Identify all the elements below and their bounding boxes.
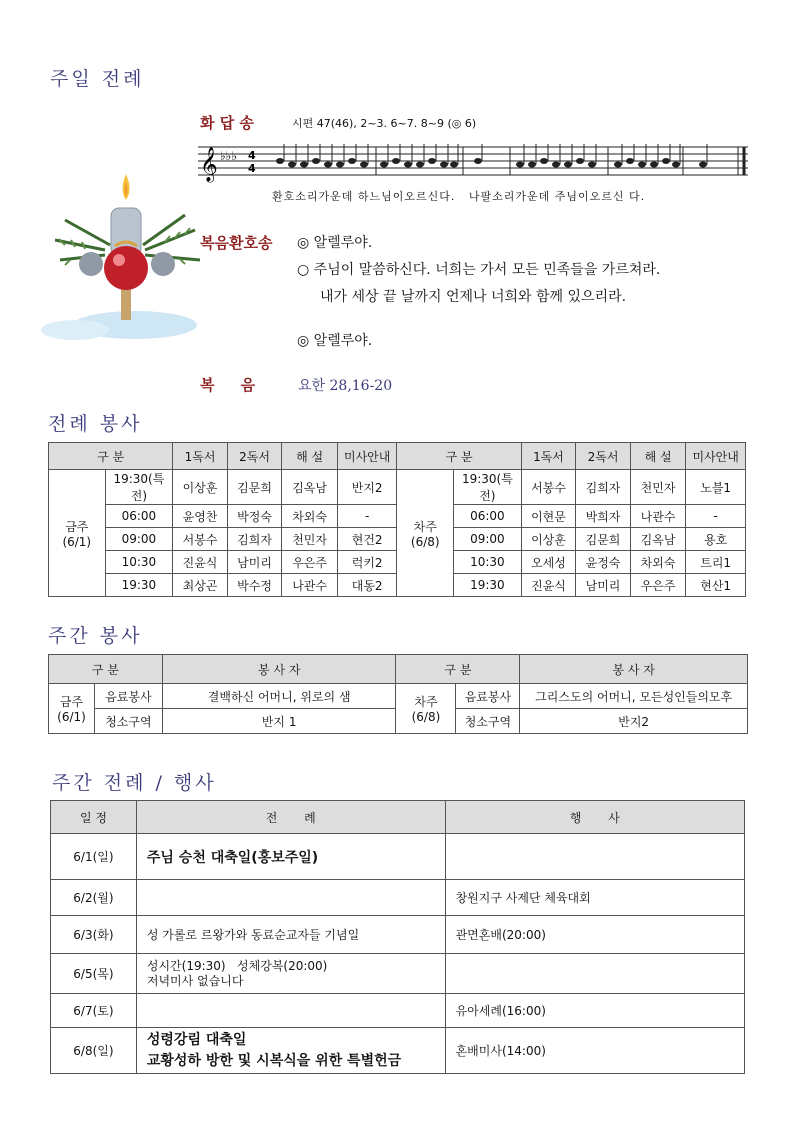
schedule-liturgy: 주님 승천 대축일(홍보주일) xyxy=(136,834,445,880)
weekly-header-row xyxy=(49,655,748,684)
svg-text:𝄞: 𝄞 xyxy=(200,147,218,182)
schedule-date: 6/2(월) xyxy=(51,880,137,916)
acclamation-line3: 내가 세상 끝 날까지 언제나 너희와 함께 있으리라. xyxy=(320,289,627,305)
table-cell: 김희자 xyxy=(227,528,282,551)
note-head xyxy=(662,158,670,164)
table-cell: 윤정숙 xyxy=(576,551,631,574)
table-cell: 서봉수 xyxy=(173,528,228,551)
header-cell: 해 설 xyxy=(282,443,338,470)
header-cell: 해 설 xyxy=(630,443,686,470)
note-head xyxy=(450,162,458,168)
table-cell: 차외숙 xyxy=(630,551,686,574)
table-cell: 이현문 xyxy=(521,505,576,528)
schedule-liturgy: 성령강림 대축일 교황성하 방한 및 시복식을 위한 특별헌금 xyxy=(136,1028,445,1074)
schedule-event: 혼배미사(14:00) xyxy=(445,1028,744,1074)
week-label: 금주 (6/1) xyxy=(49,684,95,734)
note-head xyxy=(650,162,658,168)
acclamation-line2: ○ 주님이 말씀하신다. 너희는 가서 모든 민족들을 가르쳐라. xyxy=(297,262,661,278)
note-head xyxy=(348,158,356,164)
table-cell: 박정숙 xyxy=(227,505,282,528)
table-cell: 그리스도의 어머니, 모든성인들의모후 xyxy=(520,684,748,709)
table-cell: 우은주 xyxy=(630,574,686,597)
svg-text:4: 4 xyxy=(248,149,256,162)
header-cell: 봉 사 자 xyxy=(162,655,396,684)
table-cell: 반지2 xyxy=(520,709,748,734)
schedule-title: 주간 전례 / 행사 xyxy=(52,772,217,794)
note-head xyxy=(336,162,344,168)
note-head xyxy=(614,162,622,168)
header-cell: 행 사 xyxy=(445,801,744,834)
table-cell: 음료봉사 xyxy=(456,684,520,709)
table-row xyxy=(51,1028,745,1074)
page-title: 주일 전례 xyxy=(50,68,145,90)
header-cell: 일 정 xyxy=(51,801,137,834)
header-cell: 2독서 xyxy=(227,443,282,470)
schedule-event: 유아세례(16:00) xyxy=(445,994,744,1028)
gospel-label: 복 음 xyxy=(200,376,256,394)
schedule-liturgy: 성시간(19:30) 성체강복(20:00) 저녁미사 없습니다 xyxy=(136,954,445,994)
note-head xyxy=(540,158,548,164)
gospel-reference: 요한 28,16-20 xyxy=(298,378,393,394)
schedule-header-row xyxy=(51,801,745,834)
note-head xyxy=(588,162,596,168)
table-cell: 진윤식 xyxy=(173,551,228,574)
header-cell: 1독서 xyxy=(521,443,576,470)
header-cell: 1독서 xyxy=(173,443,228,470)
header-cell: 미사안내 xyxy=(337,443,397,470)
header-cell: 구 분 xyxy=(49,443,173,470)
note-head xyxy=(324,162,332,168)
note-head xyxy=(672,162,680,168)
note-head xyxy=(699,162,707,168)
note-head xyxy=(552,162,560,168)
table-cell: 현산1 xyxy=(686,574,746,597)
note-head xyxy=(416,162,424,168)
table-cell: 이상훈 xyxy=(521,528,576,551)
table-cell: 19:30 xyxy=(105,574,173,597)
note-head xyxy=(360,162,368,168)
music-staff xyxy=(198,142,750,184)
table-cell: - xyxy=(337,505,397,528)
liturgy-service-title: 전례 봉사 xyxy=(48,413,143,435)
psalm-lyrics: 환호소리가운데 하느님이오르신다. 나팔소리가운데 주님이오르신 다. xyxy=(272,190,646,203)
schedule-event xyxy=(445,834,744,880)
table-row xyxy=(51,834,745,880)
schedule-event xyxy=(445,954,744,994)
table-cell: 09:00 xyxy=(454,528,522,551)
liturgy-service-table xyxy=(48,442,746,597)
table-cell: 우은주 xyxy=(282,551,338,574)
table-cell: 남미리 xyxy=(576,574,631,597)
week-label: 금주 (6/1) xyxy=(49,470,106,597)
table-cell: 결백하신 어머니, 위로의 샘 xyxy=(162,684,396,709)
header-cell: 2독서 xyxy=(576,443,631,470)
psalm-label: 화 답 송 xyxy=(200,114,254,132)
acclamation-line4: ◎ 알렐루야. xyxy=(297,333,373,349)
header-cell: 봉 사 자 xyxy=(520,655,748,684)
weekly-service-table xyxy=(48,654,748,734)
table-row xyxy=(51,954,745,994)
weekly-service-title: 주간 봉사 xyxy=(48,625,143,647)
table-cell: 반지 1 xyxy=(162,709,396,734)
table-row xyxy=(51,916,745,954)
note-head xyxy=(404,162,412,168)
note-head xyxy=(626,158,634,164)
note-head xyxy=(564,162,572,168)
table-cell: 천민자 xyxy=(630,470,686,505)
liturgy-header-row xyxy=(49,443,746,470)
note-head xyxy=(380,162,388,168)
candle-decoration xyxy=(35,160,205,350)
table-cell: 19:30 xyxy=(454,574,522,597)
schedule-date: 6/7(토) xyxy=(51,994,137,1028)
table-cell: 10:30 xyxy=(105,551,173,574)
table-cell: 나관수 xyxy=(282,574,338,597)
schedule-event: 창원지구 사제단 체육대회 xyxy=(445,880,744,916)
header-cell: 구 분 xyxy=(396,655,520,684)
table-cell: 박희자 xyxy=(576,505,631,528)
table-cell: 09:00 xyxy=(105,528,173,551)
header-cell: 전 례 xyxy=(136,801,445,834)
table-cell: 06:00 xyxy=(105,505,173,528)
schedule-table xyxy=(50,800,745,1074)
note-head xyxy=(428,158,436,164)
table-cell: 천민자 xyxy=(282,528,338,551)
table-row xyxy=(51,880,745,916)
table-cell: 김희자 xyxy=(576,470,631,505)
table-cell: 현건2 xyxy=(337,528,397,551)
schedule-event: 관면혼배(20:00) xyxy=(445,916,744,954)
schedule-liturgy xyxy=(136,880,445,916)
table-cell: 이상훈 xyxy=(173,470,228,505)
table-cell: 김문희 xyxy=(227,470,282,505)
table-cell: 용호 xyxy=(686,528,746,551)
table-cell: 청소구역 xyxy=(94,709,162,734)
schedule-date: 6/3(화) xyxy=(51,916,137,954)
table-cell: 윤영찬 xyxy=(173,505,228,528)
table-cell: 오세성 xyxy=(521,551,576,574)
table-cell: 청소구역 xyxy=(456,709,520,734)
schedule-liturgy: 성 가롤로 르왕가와 동료순교자들 기념일 xyxy=(136,916,445,954)
note-head xyxy=(638,162,646,168)
table-cell: 박수정 xyxy=(227,574,282,597)
table-cell: 나관수 xyxy=(630,505,686,528)
table-cell: 반지2 xyxy=(337,470,397,505)
table-cell: 차외숙 xyxy=(282,505,338,528)
table-cell: 대동2 xyxy=(337,574,397,597)
table-cell: 19:30(특전) xyxy=(105,470,173,505)
week-label: 차주 (6/8) xyxy=(397,470,454,597)
table-cell: 19:30(특전) xyxy=(454,470,522,505)
table-cell: 음료봉사 xyxy=(94,684,162,709)
table-cell: 최상곤 xyxy=(173,574,228,597)
table-cell: 럭키2 xyxy=(337,551,397,574)
header-cell: 구 분 xyxy=(49,655,163,684)
table-cell: 서봉수 xyxy=(521,470,576,505)
note-head xyxy=(474,158,482,164)
table-cell: 10:30 xyxy=(454,551,522,574)
table-cell: 김문희 xyxy=(576,528,631,551)
note-head xyxy=(528,162,536,168)
table-cell: 남미리 xyxy=(227,551,282,574)
acclamation-line1: ◎ 알렐루야. xyxy=(297,235,373,251)
acclamation-label: 복음환호송 xyxy=(200,234,273,252)
svg-text:4: 4 xyxy=(248,162,256,175)
note-head xyxy=(276,158,284,164)
note-head xyxy=(300,162,308,168)
note-head xyxy=(392,158,400,164)
note-head xyxy=(288,162,296,168)
note-head xyxy=(576,158,584,164)
table-cell: 트리1 xyxy=(686,551,746,574)
table-row xyxy=(49,470,746,505)
table-cell: 노블1 xyxy=(686,470,746,505)
week-label: 차주 (6/8) xyxy=(396,684,456,734)
table-cell: 김옥남 xyxy=(282,470,338,505)
svg-text:♭♭♭: ♭♭♭ xyxy=(220,149,237,163)
table-cell: 06:00 xyxy=(454,505,522,528)
note-head xyxy=(516,162,524,168)
note-head xyxy=(312,158,320,164)
table-cell: 진윤식 xyxy=(521,574,576,597)
header-cell: 구 분 xyxy=(397,443,521,470)
schedule-date: 6/8(일) xyxy=(51,1028,137,1074)
table-cell: 김옥남 xyxy=(630,528,686,551)
table-row xyxy=(49,684,748,709)
table-cell: - xyxy=(686,505,746,528)
note-head xyxy=(440,162,448,168)
schedule-date: 6/5(목) xyxy=(51,954,137,994)
table-row xyxy=(51,994,745,1028)
header-cell: 미사안내 xyxy=(686,443,746,470)
schedule-liturgy xyxy=(136,994,445,1028)
psalm-reference: 시편 47(46), 2~3. 6~7. 8~9 (◎ 6) xyxy=(292,117,477,130)
schedule-date: 6/1(일) xyxy=(51,834,137,880)
